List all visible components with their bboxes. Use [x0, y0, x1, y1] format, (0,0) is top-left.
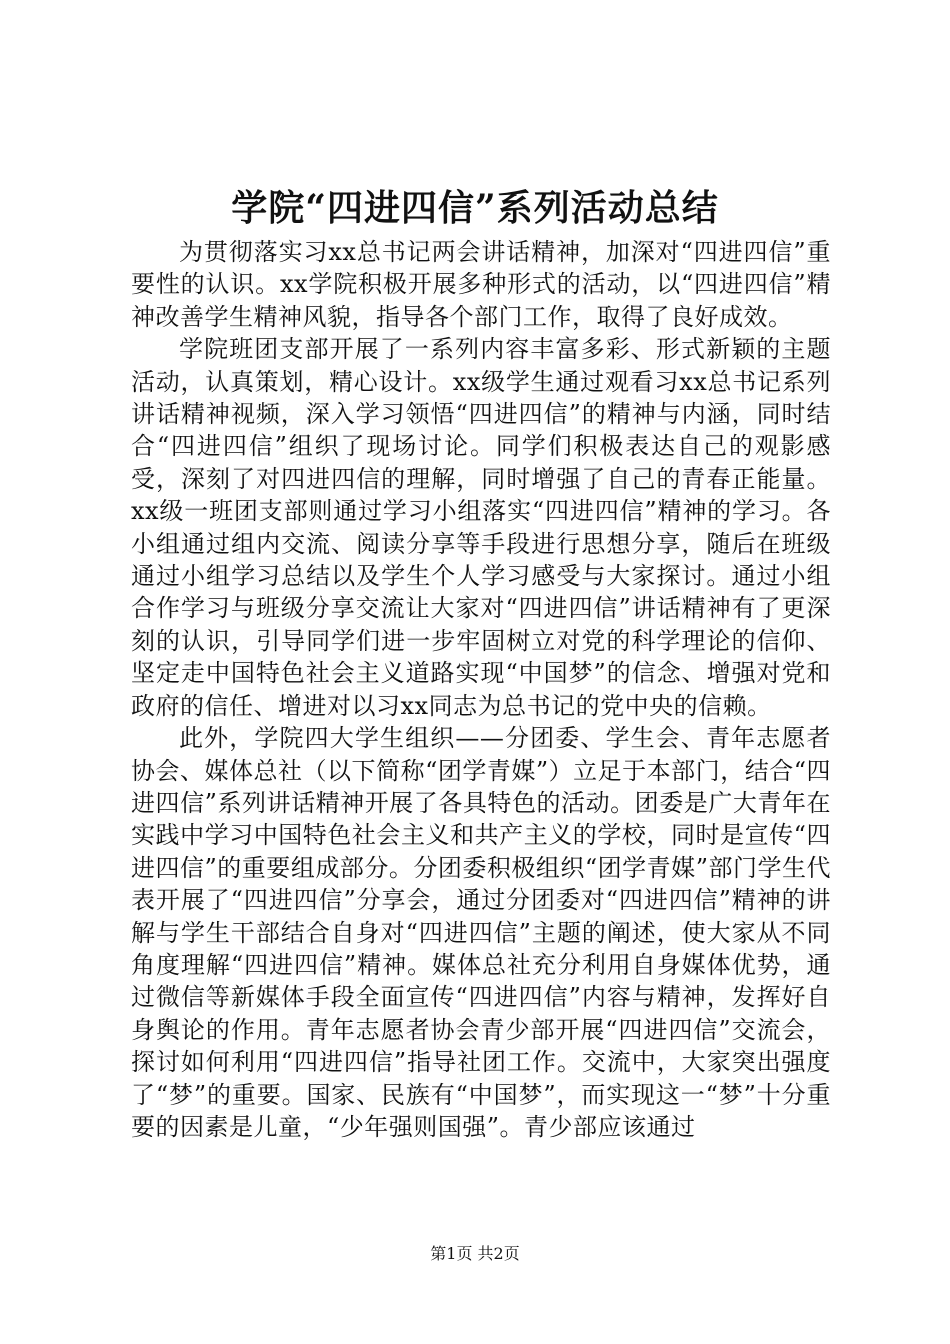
document-body: [131, 236, 831, 1143]
document-title: 学院“四进四信”系列活动总结: [231, 187, 719, 229]
paragraph-1: 为贯彻落实习xx总书记两会讲话精神，加深对“四进四信”重要性的认识。xx学院积极开展多种形式的活动，以“四进四信”精神改善学生精神风貌，指导各个部门工作，取得了良好成效。: [131, 238, 831, 331]
paragraph-2: 学院班团支部开展了一系列内容丰富多彩、形式新颖的主题活动，认真策划，精心设计。xx级学生通过观看习xx总书记系列讲话精神视频，深入学习领悟“四进四信”的精神与内涵，同时结合“四进四信”组织了现场讨论。同学们积极表达自己的观影感受，深刻了对四进四信的理解，同时增强了自己的青春正能量。xx级一班团支部则通过学习小组落实“四进四信”精神的学习。各小组通过组内交流、阅读分享等手段进行思想分享，随后在班级通过小组学习总结以及学生个人学习感受与大家探讨。通过小组合作学习与班级分享交流让大家对“四进四信”讲话精神有了更深刻的认识，引导同学们进一步牢固树立对党的科学理论的信仰、坚定走中国特色社会主义道路实现“中国梦”的信念、增强对党和政府的信任、增进对以习xx同志为总书记的党中央的信赖。: [131, 335, 831, 720]
paragraph-3: 此外，学院四大学生组织——分团委、学生会、青年志愿者协会、媒体总社（以下简称“团学青媒”）立足于本部门，结合“四进四信”系列讲话精神开展了各具特色的活动。团委是广大青年在实践中学习中国特色社会主义和共产主义的学校，同时是宣传“四进四信”的重要组成部分。分团委积极组织“团学青媒”部门学生代表开展了“四进四信”分享会，通过分团委对“四进四信”精神的讲解与学生干部结合自身对“四进四信”主题的阐述，使大家从不同角度理解“四进四信”精神。媒体总社充分利用自身媒体优势，通过微信等新媒体手段全面宣传“四进四信”内容与精神，发挥好自身舆论的作用。青年志愿者协会青少部开展“四进四信”交流会，探讨如何利用“四进四信”指导社团工作。交流中，大家突出强度了“梦”的重要。国家、民族有“中国梦”，而实现这一“梦”十分重要的因素是儿童，“少年强则国强”。青少部应该通过: [131, 724, 831, 1141]
page-number: 第1页 共2页: [430, 1244, 520, 1263]
